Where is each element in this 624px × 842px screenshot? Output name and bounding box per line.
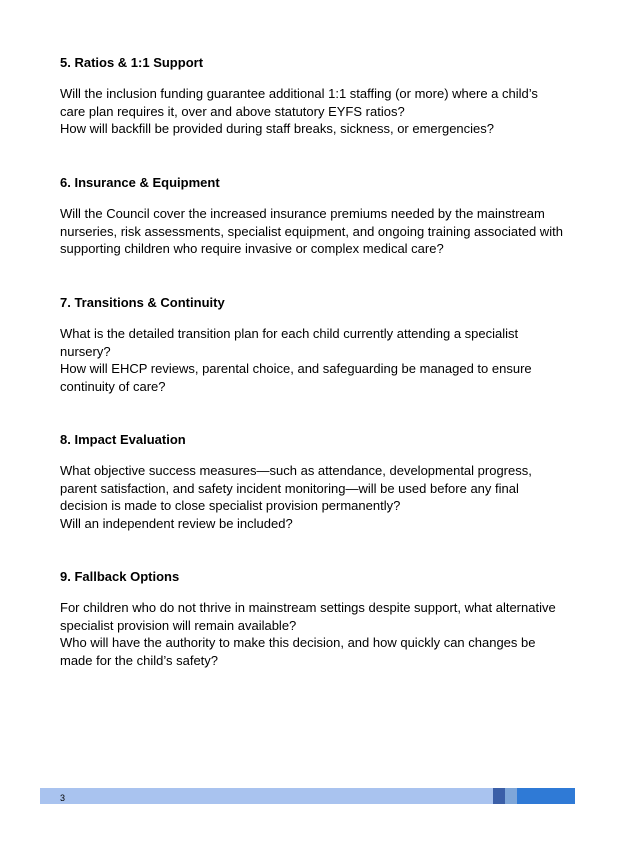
footer-accent-block [505, 788, 517, 804]
body-line: nurseries, risk assessments, specialist equipment, and ongoing training associated with [60, 223, 563, 239]
section-transitions-continuity [60, 294, 580, 395]
body-line: specialist provision will remain available? [60, 617, 297, 633]
body-line: How will backfill be provided during staff breaks, sickness, or emergencies? [60, 121, 495, 136]
page-number: 3 [60, 793, 66, 803]
body-line: supporting children who require invasive or complex medical care? [60, 241, 444, 256]
body-line: parent satisfaction, and safety incident monitoring—will be used before any final [60, 480, 519, 496]
section-body [60, 599, 580, 669]
section-heading: 7. Transitions & Continuity [60, 295, 225, 310]
body-line: care plan requires it, over and above statutory EYFS ratios? [60, 103, 405, 119]
body-line: continuity of care? [60, 378, 166, 394]
section-body [60, 85, 580, 138]
body-line: For children who do not thrive in mainstream settings despite support, what alternative [60, 600, 556, 615]
body-line: Will the inclusion funding guarantee additional 1:1 staffing (or more) where a child’s [60, 86, 538, 101]
section-impact-evaluation [60, 431, 580, 532]
section-body [60, 325, 580, 395]
body-line: nursery? [60, 343, 111, 359]
body-line: What is the detailed transition plan for each child currently attending a specialist [60, 326, 519, 341]
body-line: decision is made to close specialist provision permanently? [60, 498, 401, 513]
footer-accent-block [493, 788, 505, 804]
section-heading: 8. Impact Evaluation [60, 432, 186, 447]
section-heading: 5. Ratios & 1:1 Support [60, 55, 204, 70]
section-body [60, 462, 580, 532]
section-ratios-support [60, 54, 580, 138]
body-line: made for the child’s safety? [60, 652, 219, 668]
footer-accent-block [517, 788, 575, 804]
section-heading: 9. Fallback Options [60, 569, 180, 584]
section-body [60, 205, 580, 258]
section-heading: 6. Insurance & Equipment [60, 175, 220, 190]
section-insurance-equipment [60, 174, 580, 258]
body-line: Will an independent review be included? [60, 515, 293, 531]
section-fallback-options [60, 568, 580, 669]
body-line: Who will have the authority to make this decision, and how quickly can changes be [60, 635, 536, 650]
body-line: How will EHCP reviews, parental choice, and safeguarding be managed to ensure [60, 361, 532, 376]
body-line: Will the Council cover the increased insurance premiums needed by the mainstream [60, 206, 545, 221]
body-line: What objective success measures—such as attendance, developmental progress, [60, 463, 532, 478]
